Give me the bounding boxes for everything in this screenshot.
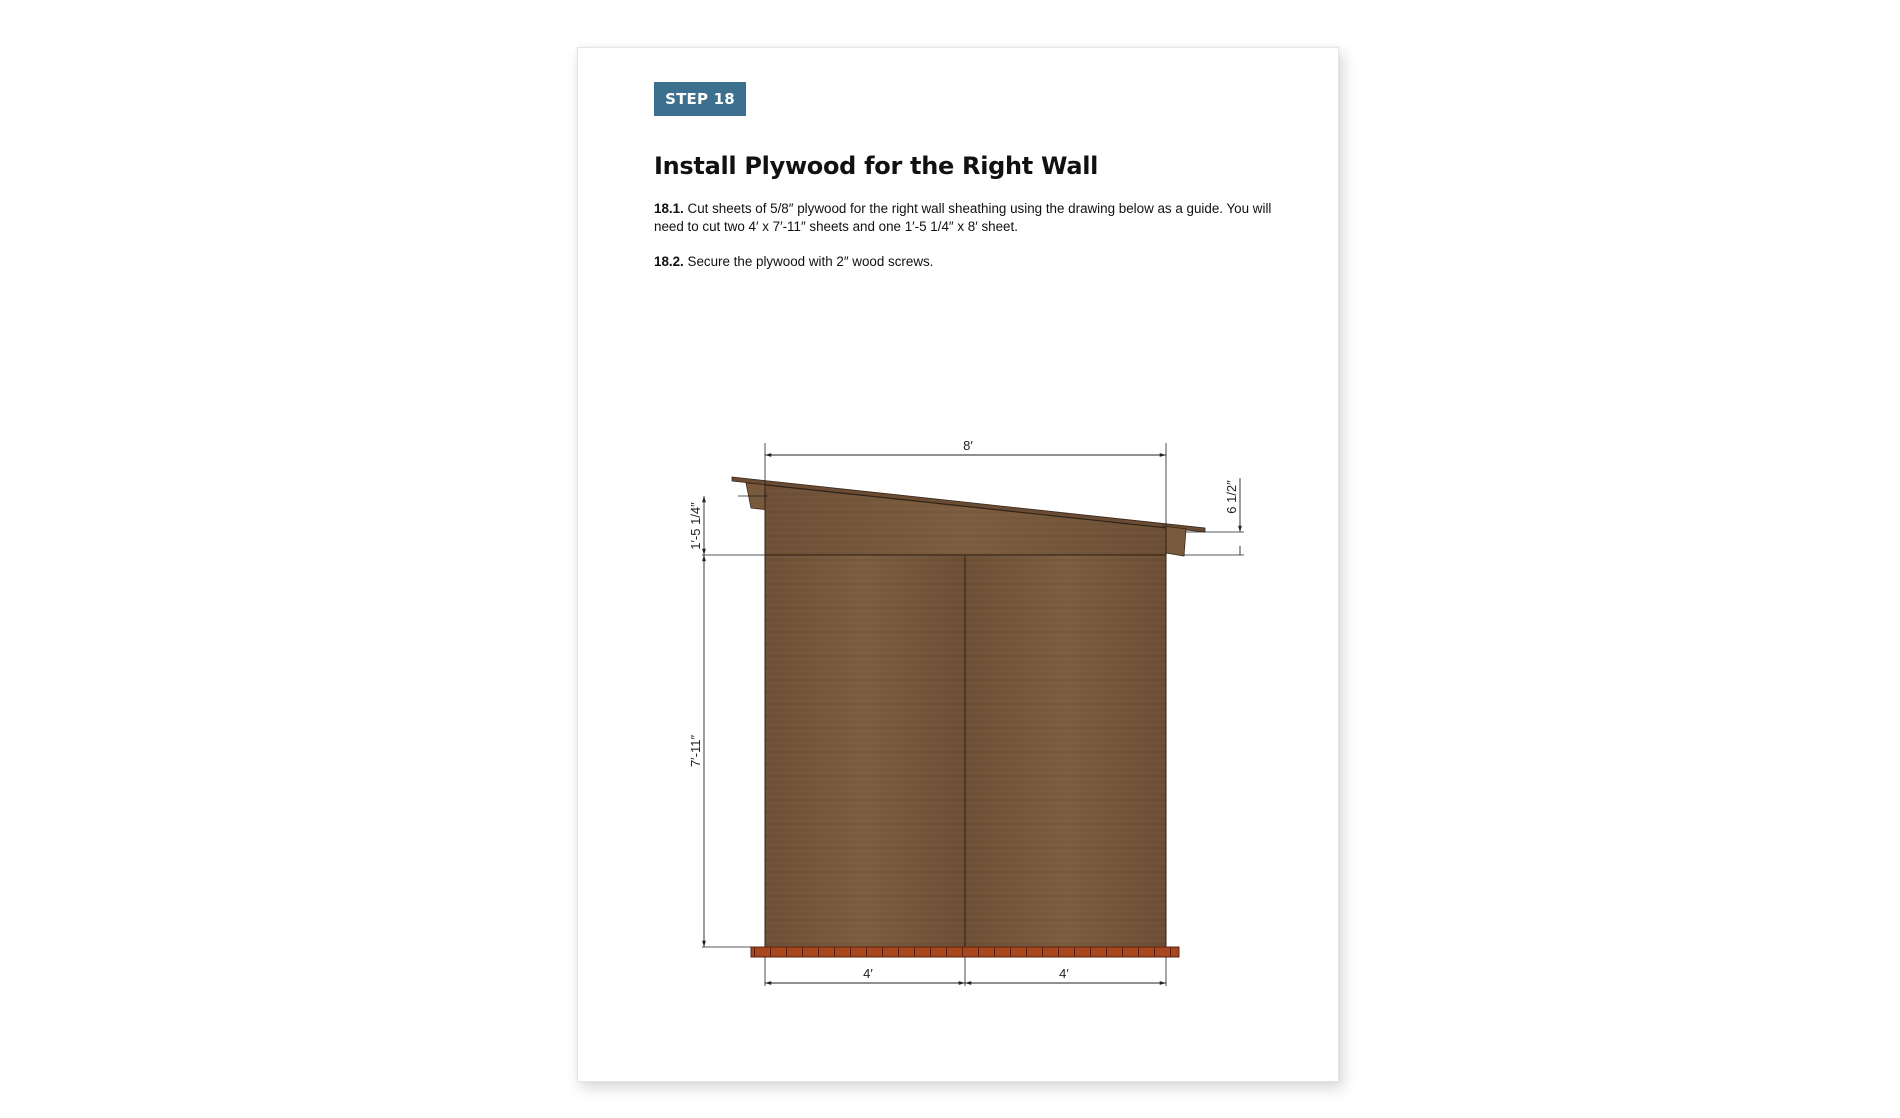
step-badge: STEP 18 <box>654 82 746 116</box>
page-title: Install Plywood for the Right Wall <box>654 152 1099 180</box>
dim-bottom-left-label: 4′ <box>863 966 873 981</box>
dim-slope-drop-label: 6 1/2″ <box>1224 480 1239 514</box>
dim-top-width-label: 8′ <box>963 438 973 453</box>
wall-drawing <box>578 48 1338 1081</box>
instruction-text: Secure the plywood with 2″ wood screws. <box>683 254 934 269</box>
instruction-text: Cut sheets of 5/8″ plywood for the right wall sheathing using the drawing below as a guide. You will need to cut two 4′ x 7′-11″ sheets and one 1′-5 1/4″ x 8′ sheet. <box>654 201 1272 234</box>
dim-upper-height-label: 1′-5 1/4″ <box>688 502 703 550</box>
instruction-page <box>577 47 1339 1082</box>
instruction-number: 18.2. <box>654 254 684 269</box>
floor-joists <box>751 947 1179 957</box>
dim-bottom-right-label: 4′ <box>1059 966 1069 981</box>
instruction-number: 18.1. <box>654 201 684 216</box>
dim-lower-height-label: 7′-11″ <box>688 734 703 768</box>
